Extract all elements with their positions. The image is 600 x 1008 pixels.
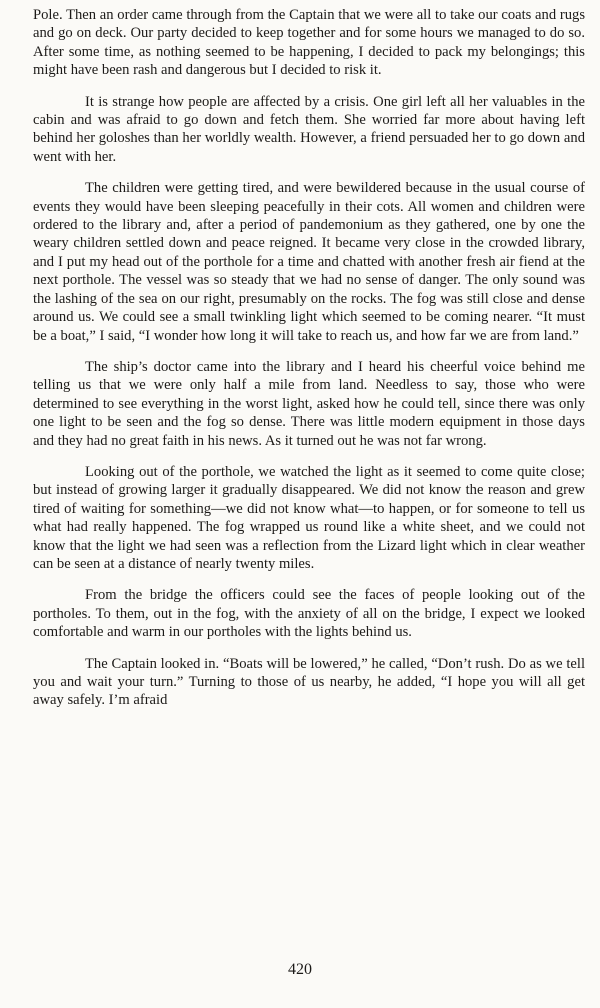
paragraph-continued: Pole. Then an order came through from the Captain that we were all to take our coats and rugs and go on deck. Our party decided to keep together and for some hours we managed to do so. After some time, as nothing seemed to be happening, I decided to pack my belongings; this might have been rash and dangerous but I decided to risk it. (33, 7, 585, 79)
paragraph: The ship’s doctor came into the library and I heard his cheerful voice behind me telling us that we were only half a mile from land. Needless to say, those who were determined to see everything in the worst light, asked how he could tell, since there was only one light to be seen and the fog so dense. There was little modern equipment in those days and they had no great faith in his news. As it turned out he was not far wrong. (33, 358, 585, 449)
paragraph: The Captain looked in. “Boats will be lowered,” he called, “Don’t rush. Do as we tell you and wait your turn.” Turning to those of us nearby, he added, “I hope you will all get away safely. I’m afraid (33, 655, 585, 709)
paragraph: It is strange how people are affected by a crisis. One girl left all her valuables in the cabin and was afraid to go down and fetch them. She worried far more about having left behind her goloshes than her worldly wealth. However, a friend persuaded her to go down and went with her. (33, 93, 585, 165)
body-text (33, 6, 585, 710)
paragraph: From the bridge the officers could see the faces of people looking out of the portholes. To them, out in the fog, with the anxiety of all on the bridge, I expect we looked comfortable and warm in our portholes with the lights behind us. (33, 587, 585, 641)
paragraph: Looking out of the porthole, we watched the light as it seemed to come quite close; but instead of growing larger it gradually disappeared. We did not know the reason and grew tired of waiting for something—we did not know what—to happen, or for someone to tell us what had really happened. The fog wrapped us round like a white sheet, and we could not know that the light we had seen was a reflection from the Lizard light which in clear weather can be seen at a distance of nearly twenty miles. (33, 463, 585, 572)
page-number: 420 (288, 961, 312, 978)
paragraph: The children were getting tired, and were bewildered because in the usual course of events they would have been sleeping peacefully in their cots. All women and children were ordered to the library and, after a period of pandemonium as they gathered, one by one the weary children settled down and peace reigned. It became very close in the crowded library, and I put my head out of the porthole for a time and chatted with another fresh air fiend at the next porthole. The vessel was so steady that we had no sense of danger. The only sound was the lashing of the sea on our right, presumably on the rocks. The fog was still close and dense around us. We could see a small twinkling light which seemed to be coming nearer. “It must be a boat,” I said, “I wonder how long it will take to reach us, and how far we are from land.” (33, 180, 585, 344)
